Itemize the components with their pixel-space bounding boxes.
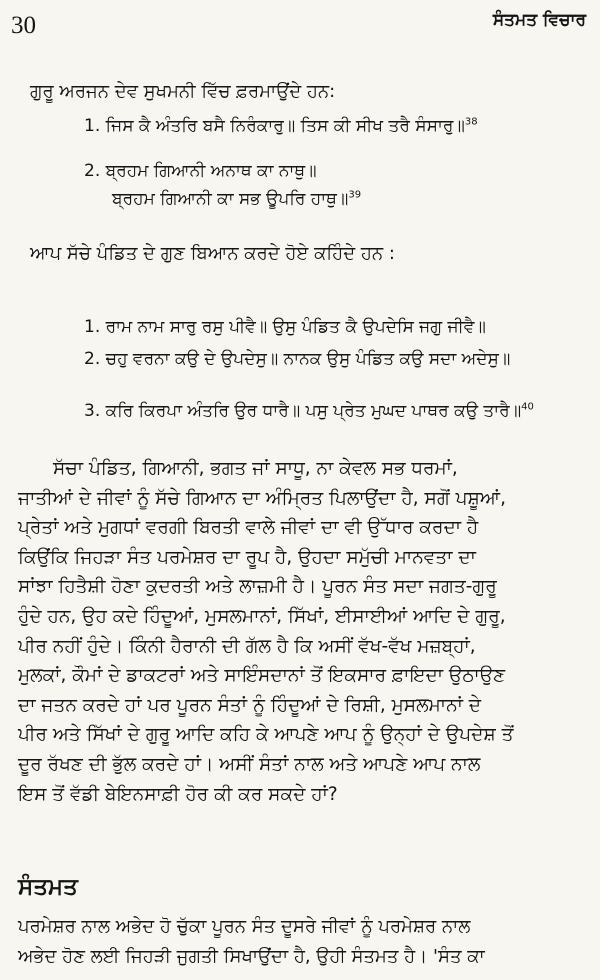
quote-line: 2. ਚਹੁ ਵਰਨਾ ਕਉ ਦੇ ਉਪਦੇਸੁ॥ ਨਾਨਕ ਉਸੁ ਪੰਡਿਤ ਕਉ ਸਦਾ ਅਦੇਸੁ॥ [84, 349, 511, 369]
quote-line: 3. ਕਰਿ ਕਿਰਪਾ ਅੰਤਰਿ ਉਰ ਧਾਰੈ॥ ਪਸੁ ਪ੍ਰੇਤ ਮੁਘਦ ਪਾਥਰ ਕਉ ਤਾਰੈ॥$^{40}$ [84, 401, 534, 421]
footnote-ref: 38 [464, 116, 478, 128]
quote-line: ਬ੍ਰਹਮ ਗਿਆਨੀ ਕਾ ਸਭ ਊਪਰਿ ਹਾਥੁ॥$^{39}$ [112, 189, 362, 209]
quote-intro: ਗੁਰੂ ਅਰਜਨ ਦੇਵ ਸੁਖਮਨੀ ਵਿੱਚ ਫ਼ਰਮਾਉਂਦੇ ਹਨ: [30, 81, 336, 102]
quote-line: 1. ਰਾਮ ਨਾਮ ਸਾਰੁ ਰਸੁ ਪੀਵੈ॥ ਉਸੁ ਪੰਡਿਤ ਕੈ ਉਪਦੇਸਿ ਜਗੁ ਜੀਵੈ॥ [84, 317, 486, 337]
page-number: 30 [11, 12, 36, 39]
footnote-ref: 39 [348, 189, 362, 201]
page-header [0, 8, 600, 42]
quote-line: 1. ਜਿਸ ਕੈ ਅੰਤਰਿ ਬਸੈ ਨਿਰੰਕਾਰੁ॥ ਤਿਸ ਕੀ ਸੀਖ ਤਰੈ ਸੰਸਾਰੁ॥$^{38}$ [84, 116, 478, 136]
running-head: ਸੰਤਮਤ ਵਿਚਾਰ [492, 10, 586, 30]
paragraph-line: ਕਿਉਂਕਿ ਜਿਹੜਾ ਸੰਤ ਪਰਮੇਸ਼ਰ ਦਾ ਰੂਪ ਹੈ, ਉਹਦਾ ਸਮੁੱਚੀ ਮਾਨਵਤਾ ਦਾ [18, 546, 476, 568]
quote-intro-2: ਆਪ ਸੱਚੇ ਪੰਡਿਤ ਦੇ ਗੁਣ ਬਿਆਨ ਕਰਦੇ ਹੋਏ ਕਹਿੰਦੇ ਹਨ : [30, 243, 395, 264]
paragraph-line: ਹੁੰਦੇ ਹਨ, ਉਹ ਕਦੇ ਹਿੰਦੂਆਂ, ਮੁਸਲਮਾਨਾਂ, ਸਿੱਖਾਂ, ਈਸਾਈਆਂ ਆਦਿ ਦੇ ਗੁਰੂ, [18, 605, 506, 627]
paragraph-line: ਜਾਤੀਆਂ ਦੇ ਜੀਵਾਂ ਨੂੰ ਸੱਚੇ ਗਿਆਨ ਦਾ ਅੰਮ੍ਰਿਤ ਪਿਲਾਉਂਦਾ ਹੈ, ਸਗੋਂ ਪਸ਼ੂਆਂ, [18, 487, 506, 509]
paragraph-line: ਪ੍ਰੇਤਾਂ ਅਤੇ ਮੁਗਧਾਂ ਵਰਗੀ ਬਿਰਤੀ ਵਾਲੇ ਜੀਵਾਂ ਦਾ ਵੀ ਉੱਧਾਰ ਕਰਦਾ ਹੈ [18, 517, 479, 539]
paragraph-line: ਮੁਲਕਾਂ, ਕੌਮਾਂ ਦੇ ਡਾਕਟਰਾਂ ਅਤੇ ਸਾਇੰਸਦਾਨਾਂ ਤੋਂ ਇਕਸਾਰ ਫ਼ਾਇਦਾ ਉਠਾਉਣ [18, 665, 506, 687]
paragraph-line: ਪੀਰ ਅਤੇ ਸਿੱਖਾਂ ਦੇ ਗੁਰੂ ਆਦਿ ਕਹਿ ਕੇ ਆਪਣੇ ਆਪ ਨੂੰ ਉਨ੍ਹਾਂ ਦੇ ਉਪਦੇਸ਼ ਤੋਂ [18, 724, 514, 746]
footnote-ref: 40 [521, 401, 534, 413]
paragraph-line: ਪਰਮੇਸ਼ਰ ਨਾਲ ਅਭੇਦ ਹੋ ਚੁੱਕਾ ਪੂਰਨ ਸੰਤ ਦੂਸਰੇ ਜੀਵਾਂ ਨੂੰ ਪਰਮੇਸ਼ਰ ਨਾਲ [18, 916, 471, 937]
quote-line: 2. ਬ੍ਰਹਮ ਗਿਆਨੀ ਅਨਾਥ ਕਾ ਨਾਥੁ॥ [84, 161, 317, 181]
paragraph-line: ਪੀਰ ਨਹੀਂ ਹੁੰਦੇ। ਕਿੰਨੀ ਹੈਰਾਨੀ ਦੀ ਗੱਲ ਹੈ ਕਿ ਅਸੀਂ ਵੱਖ-ਵੱਖ ਮਜ਼ਬ੍ਹਾਂ, [18, 635, 476, 657]
body-paragraph-2 [18, 912, 593, 972]
paragraph-line: ਦੂਰ ਰੱਖਣ ਦੀ ਭੁੱਲ ਕਰਦੇ ਹਾਂ। ਅਸੀਂ ਸੰਤਾਂ ਨਾਲ ਅਤੇ ਆਪਣੇ ਆਪ ਨਾਲ [18, 753, 481, 775]
paragraph-line: ਸਾਂਝਾ ਹਿਤੈਸ਼ੀ ਹੋਣਾ ਕੁਦਰਤੀ ਅਤੇ ਲਾਜ਼ਮੀ ਹੈ। ਪੂਰਨ ਸੰਤ ਸਦਾ ਜਗਤ-ਗੁਰੂ [18, 576, 497, 598]
paragraph-line: ਅਭੇਦ ਹੋਣ ਲਈ ਜਿਹੜੀ ਜੁਗਤੀ ਸਿਖਾਉਂਦਾ ਹੈ, ਉਹੀ ਸੰਤਮਤ ਹੈ। 'ਸੰਤ ਕਾ [18, 946, 485, 967]
paragraph-line: ਦਾ ਜਤਨ ਕਰਦੇ ਹਾਂ ਪਰ ਪੂਰਨ ਸੰਤਾਂ ਨੂੰ ਹਿੰਦੂਆਂ ਦੇ ਰਿਸ਼ੀ, ਮੁਸਲਮਾਨਾਂ ਦੇ [18, 694, 482, 716]
section-heading: ਸੰਤਮਤ [18, 874, 78, 900]
paragraph-line: ਸੱਚਾ ਪੰਡਿਤ, ਗਿਆਨੀ, ਭਗਤ ਜਾਂ ਸਾਧੂ, ਨਾ ਕੇਵਲ ਸਭ ਧਰਮਾਂ, [53, 458, 458, 479]
body-paragraph [18, 454, 584, 809]
paragraph-line: ਇਸ ਤੋਂ ਵੱਡੀ ਬੇਇਨਸਾਫ਼ੀ ਹੋਰ ਕੀ ਕਰ ਸਕਦੇ ਹਾਂ? [18, 783, 338, 805]
